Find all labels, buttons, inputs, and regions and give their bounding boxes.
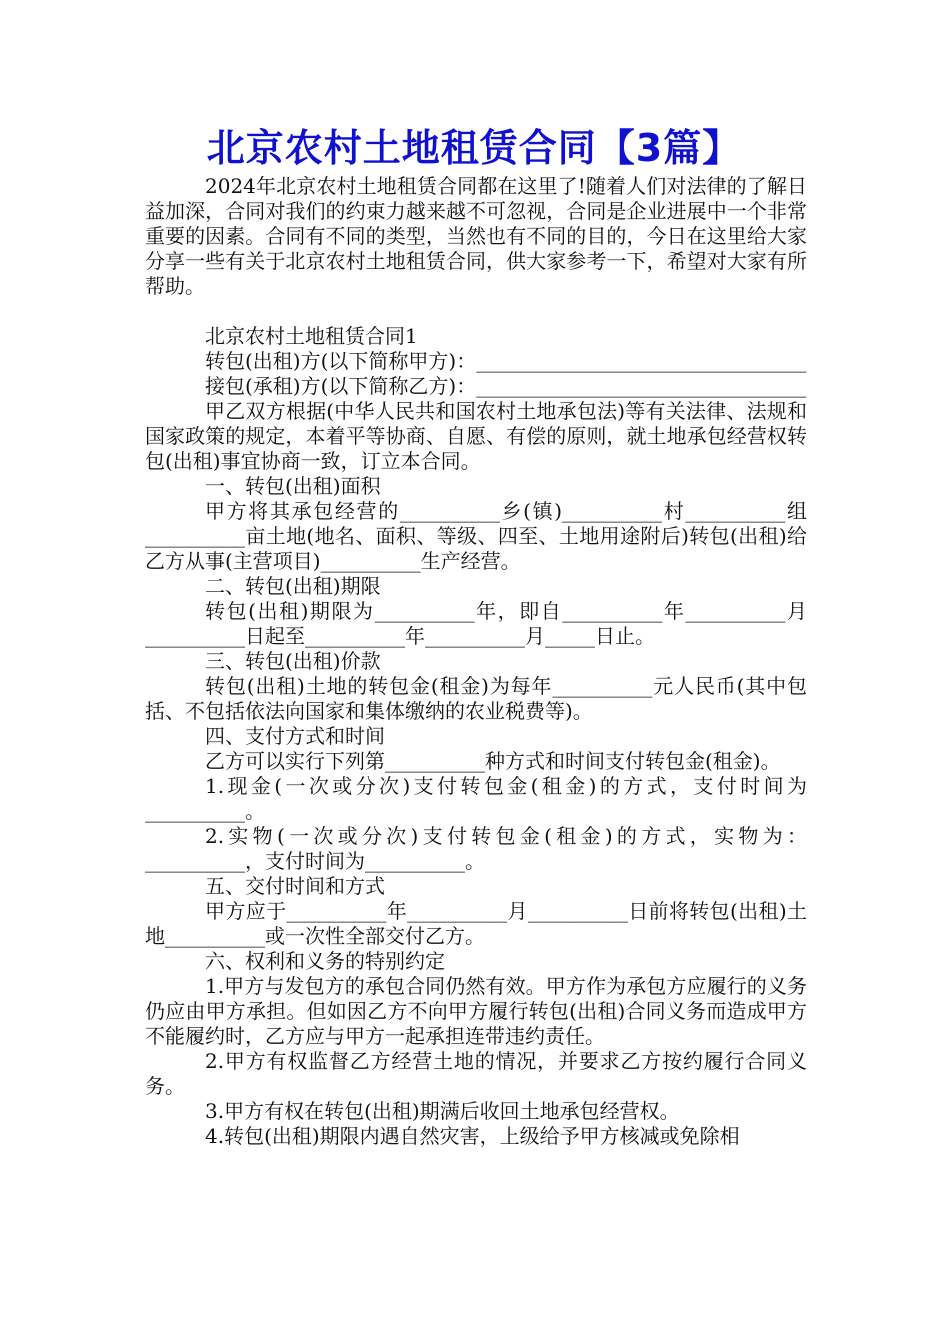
section-heading-rights: 六、权利和义务的特别约定 xyxy=(205,949,445,973)
section-heading-delivery: 五、交付时间和方式 xyxy=(205,874,385,898)
contract-heading: 北京农村土地租赁合同1 xyxy=(205,324,418,348)
rights-item-1: 1.甲方与发包方的承包合同仍然有效。甲方作为承包方应履行的义务仍应由甲方承担。但如因乙方不向甲方履行转包(出租)合同义务而造成甲方不能履约时，乙方应与甲方一起承担连带违约责任。 xyxy=(145,974,807,1048)
delivery-paragraph: 甲方应于__________年__________月__________日前将转包(出租)土地__________或一次性全部交付乙方。 xyxy=(145,899,807,948)
rights-item-3: 3.甲方有权在转包(出租)期满后收回土地承包经营权。 xyxy=(205,1099,680,1123)
payment-paragraph: 乙方可以实行下列第__________种方式和时间支付转包金(租金)。 xyxy=(205,749,781,773)
payment-cash-item: 1.现金(一次或分次)支付转包金(租金)的方式，支付时间为__________。 xyxy=(145,774,807,823)
area-paragraph: 甲方将其承包经营的__________乡(镇)__________村__________组__________亩土地(地名、面积、等级、四至、土地用途附后)转包(出租)给乙方从事(主营项目)__________生产经营。 xyxy=(145,499,807,573)
spacer xyxy=(145,299,807,324)
intro-paragraph: 2024年北京农村土地租赁合同都在这里了!随着人们对法律的了解日益加深，合同对我们的约束力越来越不可忽视，合同是企业进展中一个非常重要的因素。合同有不同的类型，当然也有不同的目的，今日在这里给大家分享一些有关于北京农村土地租赁合同，供大家参考一下，希望对大家有所帮助。 xyxy=(145,174,807,298)
section-heading-term: 二、转包(出租)期限 xyxy=(205,574,381,598)
section-heading-price: 三、转包(出租)价款 xyxy=(205,649,381,673)
document-title: 北京农村土地租赁合同【3篇】 xyxy=(206,126,742,170)
rights-item-2: 2.甲方有权监督乙方经营土地的情况，并要求乙方按约履行合同义务。 xyxy=(145,1049,807,1098)
party-b-line: 接包(承租)方(以下简称乙方)：_________________________________ xyxy=(205,374,807,398)
section-heading-payment: 四、支付方式和时间 xyxy=(205,724,385,748)
party-a-line: 转包(出租)方(以下简称甲方)：_________________________________ xyxy=(205,349,807,373)
document-page xyxy=(145,124,807,1149)
term-paragraph: 转包(出租)期限为__________年，即自__________年__________月__________日起至__________年__________月_____日止。 xyxy=(145,599,807,648)
payment-goods-item: 2.实物(一次或分次)支付转包金(租金)的方式，实物为：__________，支付时间为__________。 xyxy=(145,824,807,873)
preamble-paragraph: 甲乙双方根据(中华人民共和国农村土地承包法)等有关法律、法规和国家政策的规定，本着平等协商、自愿、有偿的原则，就土地承包经营权转包(出租)事宜协商一致，订立本合同。 xyxy=(145,399,807,473)
section-heading-area: 一、转包(出租)面积 xyxy=(205,474,381,498)
rights-item-4: 4.转包(出租)期限内遇自然灾害，上级给予甲方核减或免除相 xyxy=(205,1124,740,1148)
price-paragraph: 转包(出租)土地的转包金(租金)为每年__________元人民币(其中包括、不包括依法向国家和集体缴纳的农业税费等)。 xyxy=(145,674,807,723)
